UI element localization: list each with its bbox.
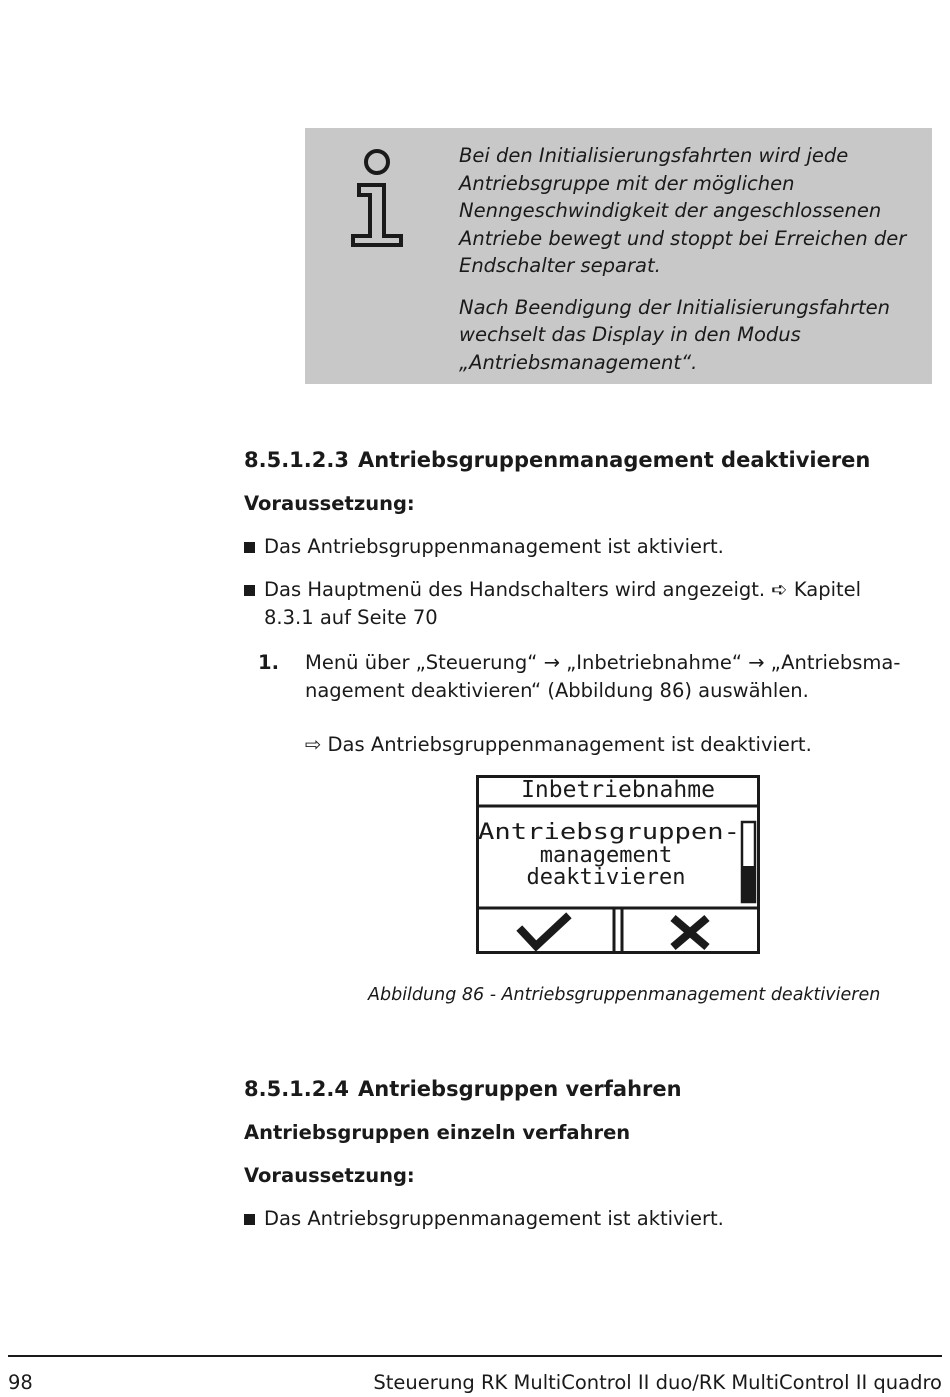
lcd-line-1: Antriebsgruppen- bbox=[478, 820, 740, 845]
step-result: ⇨ Das Antriebsgruppenmanagement ist deaktiviert. bbox=[305, 733, 812, 756]
subheading: Antriebsgruppen einzeln verfahren bbox=[244, 1121, 631, 1144]
info-note-box bbox=[305, 128, 932, 384]
info-note-text bbox=[459, 142, 919, 390]
lcd-scrollbar bbox=[742, 822, 755, 902]
list-item-text: Das Antriebsgruppenmanagement ist aktiviert. bbox=[264, 1207, 724, 1230]
section-heading-move-groups bbox=[244, 1077, 682, 1101]
step-1 bbox=[258, 649, 908, 704]
lcd-header: Inbetriebnahme bbox=[521, 777, 715, 803]
lcd-display-figure bbox=[476, 775, 760, 954]
list-item-text: Das Hauptmenü des Handschalters wird angezeigt. ➪ Kapitel 8.3.1 auf Seite 70 bbox=[264, 578, 862, 629]
section-title: Antriebsgruppenmanagement deaktivieren bbox=[358, 448, 871, 472]
list-item-text: Das Antriebsgruppenmanagement ist aktiviert. bbox=[264, 535, 724, 558]
page-number: 98 bbox=[8, 1371, 33, 1394]
lcd-line-3: deaktivieren bbox=[526, 865, 686, 890]
list-item bbox=[244, 1205, 904, 1233]
figure-caption: Abbildung 86 - Antriebsgruppenmanagement deaktivieren bbox=[368, 985, 881, 1005]
info-note-paragraph-1: Bei den Initialisierungsfahrten wird jede Antriebsgruppe mit der möglichen Nenngeschwindigkeit der angeschlossenen Antriebe bewegt und stoppt bei Erreichen der Endschalter separat. bbox=[459, 144, 907, 277]
document-title: Steuerung RK MultiControl II duo/RK MultiControl II quadro bbox=[373, 1371, 942, 1394]
list-item bbox=[244, 533, 904, 561]
step-number: 1. bbox=[258, 651, 279, 674]
section-heading-deactivate bbox=[244, 448, 870, 472]
prerequisite-label: Voraussetzung: bbox=[244, 1164, 415, 1187]
step-text: Menü über „Steuerung“ → „Inbetriebnahme“ → „Antriebsma-nagement deaktivieren“ (Abbildung 86) auswählen. bbox=[305, 651, 901, 702]
bullet-square-icon bbox=[244, 1214, 255, 1225]
section-number: 8.5.1.2.3 bbox=[244, 448, 349, 472]
prerequisite-label: Voraussetzung: bbox=[244, 492, 415, 515]
info-icon bbox=[349, 148, 405, 248]
info-note-paragraph-2: Nach Beendigung der Initialisierungsfahrten wechselt das Display in den Modus „Antriebsmanagement“. bbox=[459, 295, 891, 374]
list-item bbox=[244, 576, 894, 631]
section-number: 8.5.1.2.4 bbox=[244, 1077, 349, 1101]
footer-divider bbox=[8, 1355, 942, 1357]
lcd-line-2: management bbox=[539, 843, 673, 868]
section-title: Antriebsgruppen verfahren bbox=[358, 1077, 682, 1101]
bullet-square-icon bbox=[244, 585, 255, 596]
bullet-square-icon bbox=[244, 542, 255, 553]
